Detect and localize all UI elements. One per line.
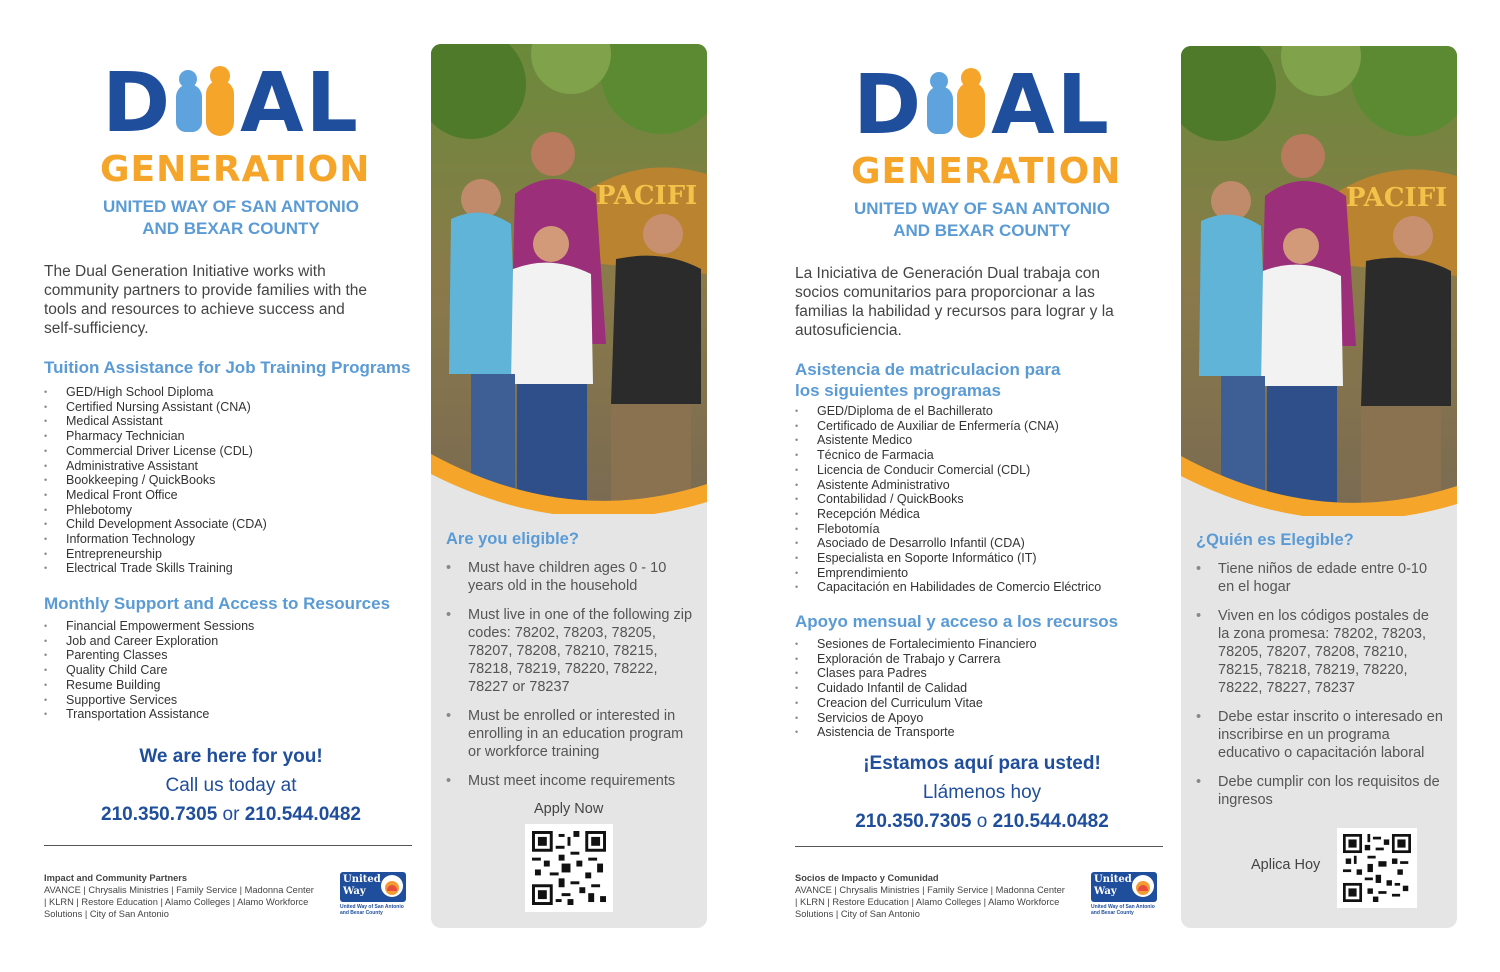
intro-paragraph: La Iniciativa de Generación Dual trabaja con socios comunitarios para proporcionar a las familias la habilidad y recursos para lograr y la autosuficiencia. xyxy=(795,265,1114,339)
contact-callout xyxy=(44,742,418,829)
list-item: • Must have children ages 0 - 10 years old in the household xyxy=(446,559,694,595)
list-item: • Must meet income requirements xyxy=(446,772,694,790)
list-item: • Commercial Driver License (CDL) xyxy=(44,444,267,459)
list-item: • Tiene niños de edade entre 0-10 en el hogar xyxy=(1196,560,1444,596)
people-icon xyxy=(923,68,991,140)
list-item: • Transportation Assistance xyxy=(44,707,254,722)
partners-block xyxy=(795,872,1067,920)
logo-generation: GENERATION xyxy=(851,151,1122,192)
cta-title: ¡Estamos aquí para usted! xyxy=(863,753,1101,774)
tuition-title: Tuition Assistance for Job Training Programs xyxy=(44,358,411,377)
divider xyxy=(795,846,1163,847)
phone-link[interactable]: 210.544.0482 xyxy=(992,811,1109,832)
family-photo xyxy=(431,44,707,514)
list-item: • Entrepreneurship xyxy=(44,547,267,562)
support-list xyxy=(795,637,1037,740)
dual-generation-logo xyxy=(100,56,371,238)
partners-block xyxy=(44,872,316,920)
list-item: • Parenting Classes xyxy=(44,648,254,663)
org-line-1: UNITED WAY OF SAN ANTONIO xyxy=(854,199,1110,218)
list-item: • Asistente Administrativo xyxy=(795,478,1101,493)
support-title: Monthly Support and Access to Resources xyxy=(44,594,391,613)
sun-icon xyxy=(381,875,403,897)
list-item: • Phlebotomy xyxy=(44,503,267,518)
list-item: • Must live in one of the following zip codes: 78202, 78203, 78205, 78207, 78208, 78210, 78215, 78218, 78219, 78220, 78222, 78227 or 78237 xyxy=(446,606,694,696)
list-item: • Supportive Services xyxy=(44,693,254,708)
list-item: • GED/Diploma de el Bachillerato xyxy=(795,404,1101,419)
phone-link[interactable]: 210.350.7305 xyxy=(101,804,218,825)
partners-list: AVANCE | Chrysalis Ministries | Family Service | Madonna Center | KLRN | Restore Education | Alamo Colleges | Alamo Workforce Solutions | City of San Antonio xyxy=(795,885,1065,919)
phone-link[interactable]: 210.544.0482 xyxy=(244,804,361,825)
list-item: • Cuidado Infantil de Calidad xyxy=(795,681,1037,696)
list-item: • Creacion del Curriculum Vitae xyxy=(795,696,1037,711)
list-item: • GED/High School Diploma xyxy=(44,385,267,400)
org-line-1: UNITED WAY OF SAN ANTONIO xyxy=(103,197,359,216)
tuition-title xyxy=(795,359,1061,401)
list-item: • Técnico de Farmacia xyxy=(795,448,1101,463)
logo-letters-al: AL xyxy=(240,56,360,151)
people-icon xyxy=(172,66,240,138)
list-item: • Recepción Médica xyxy=(795,507,1101,522)
list-item: • Licencia de Conducir Comercial (CDL) xyxy=(795,463,1101,478)
partners-title: Impact and Community Partners xyxy=(44,873,188,883)
list-item: • Medical Front Office xyxy=(44,488,267,503)
qr-pattern xyxy=(532,831,606,905)
english-info-panel xyxy=(44,0,434,972)
list-item: • Financial Empowerment Sessions xyxy=(44,619,254,634)
list-item: • Asistente Medico xyxy=(795,433,1101,448)
list-item: • Medical Assistant xyxy=(44,414,267,429)
uw-caption: United Way of San Antonio and Bexar County xyxy=(340,904,404,916)
family-photo xyxy=(1181,46,1457,516)
logo-wordmark-dual xyxy=(100,56,362,151)
phone-joiner: o xyxy=(976,811,988,832)
intro-paragraph: The Dual Generation Initiative works with community partners to provide families with the tools and resources to achieve success and self-sufficiency. xyxy=(44,263,368,337)
list-item: • Emprendimiento xyxy=(795,566,1101,581)
tuition-title-line-1: Asistencia de matriculacion para xyxy=(795,360,1061,379)
list-item: • Resume Building xyxy=(44,678,254,693)
sun-icon xyxy=(1132,875,1154,897)
united-way-logo xyxy=(1091,872,1157,918)
logo-letters-al: AL xyxy=(991,58,1111,153)
partners-list: AVANCE | Chrysalis Ministries | Family Service | Madonna Center | KLRN | Restore Education | Alamo Colleges | Alamo Workforce Solutions | City of San Antonio xyxy=(44,885,314,919)
partners-title: Socios de Impacto y Comunidad xyxy=(795,873,939,883)
uw-word-1: United xyxy=(343,874,381,885)
qr-code-icon[interactable] xyxy=(525,824,613,912)
eligibility-list xyxy=(446,559,694,801)
list-item: • Exploración de Trabajo y Carrera xyxy=(795,652,1037,667)
apply-label: Apply Now xyxy=(534,801,604,817)
eligible-title: ¿Quién es Elegible? xyxy=(1196,531,1354,549)
logo-wordmark-dual xyxy=(851,58,1113,153)
list-item: • Servicios de Apoyo xyxy=(795,711,1037,726)
list-item: • Debe estar inscrito o interesado en inscribirse en un programa educativo o capacitación laboral xyxy=(1196,708,1444,762)
list-item: • Certified Nursing Assistant (CNA) xyxy=(44,400,267,415)
spanish-info-panel xyxy=(795,0,1185,972)
support-title: Apoyo mensual y acceso a los recursos xyxy=(795,612,1119,631)
phone-numbers xyxy=(795,807,1169,836)
logo-generation: GENERATION xyxy=(100,149,371,190)
uw-word-2: Way xyxy=(343,886,366,897)
list-item: • Job and Career Exploration xyxy=(44,634,254,649)
org-line-2: AND BEXAR COUNTY xyxy=(142,219,320,238)
tuition-list xyxy=(795,404,1101,595)
cta-line: Llámenos hoy xyxy=(922,782,1042,803)
logo-letter-d: D xyxy=(853,58,924,153)
list-item: • Clases para Padres xyxy=(795,666,1037,681)
list-item: • Capacitación en Habilidades de Comercio Eléctrico xyxy=(795,580,1101,595)
logo-org-name xyxy=(100,196,362,240)
org-line-2: AND BEXAR COUNTY xyxy=(893,221,1071,240)
tuition-title-line-2: los siguientes programas xyxy=(795,381,1001,400)
list-item: • Bookkeeping / QuickBooks xyxy=(44,473,267,488)
contact-callout xyxy=(795,749,1169,836)
list-item: • Contabilidad / QuickBooks xyxy=(795,492,1101,507)
spanish-eligibility-card xyxy=(1181,46,1457,928)
uw-word-1: United xyxy=(1094,874,1132,885)
list-item: • Sesiones de Fortalecimiento Financiero xyxy=(795,637,1037,652)
list-item: • Debe cumplir con los requisitos de ingresos xyxy=(1196,773,1444,809)
divider xyxy=(44,845,412,846)
list-item: • Asistencia de Transporte xyxy=(795,725,1037,740)
cta-title: We are here for you! xyxy=(139,746,323,767)
logo-org-name xyxy=(851,198,1113,242)
logo-letter-d: D xyxy=(102,56,173,151)
uw-word-2: Way xyxy=(1094,886,1117,897)
phone-numbers xyxy=(44,800,418,829)
dual-generation-logo xyxy=(851,58,1122,240)
svg-text:PACIFI: PACIFI xyxy=(596,181,698,211)
eligible-title: Are you eligible? xyxy=(446,530,579,548)
list-item: • Especialista en Soporte Informático (IT) xyxy=(795,551,1101,566)
phone-joiner: or xyxy=(222,804,240,825)
tuition-list xyxy=(44,385,267,576)
list-item: • Child Development Associate (CDA) xyxy=(44,517,267,532)
qr-pattern xyxy=(1343,834,1411,902)
list-item: • Flebotomía xyxy=(795,522,1101,537)
list-item: • Certificado de Auxiliar de Enfermería (CNA) xyxy=(795,419,1101,434)
phone-link[interactable]: 210.350.7305 xyxy=(855,811,972,832)
list-item: • Pharmacy Technician xyxy=(44,429,267,444)
apply-label: Aplica Hoy xyxy=(1251,857,1321,873)
list-item: • Must be enrolled or interested in enrolling in an education program or workforce training xyxy=(446,707,694,761)
qr-code-icon[interactable] xyxy=(1337,828,1417,908)
list-item: • Administrative Assistant xyxy=(44,459,267,474)
list-item: • Quality Child Care xyxy=(44,663,254,678)
english-eligibility-card xyxy=(431,44,707,928)
support-list xyxy=(44,619,254,722)
list-item: • Electrical Trade Skills Training xyxy=(44,561,267,576)
list-item: • Viven en los códigos postales de la zona promesa: 78202, 78203, 78205, 78207, 78208, 78210, 78215, 78218, 78219, 78220, 78222, 78227, 78237 xyxy=(1196,607,1444,697)
list-item: • Information Technology xyxy=(44,532,267,547)
svg-text:PACIFI: PACIFI xyxy=(1346,183,1448,213)
list-item: • Asociado de Desarrollo Infantil (CDA) xyxy=(795,536,1101,551)
united-way-logo xyxy=(340,872,406,918)
cta-line: Call us today at xyxy=(165,775,297,796)
eligibility-list xyxy=(1196,560,1444,820)
uw-caption: United Way of San Antonio and Bexar County xyxy=(1091,904,1155,916)
